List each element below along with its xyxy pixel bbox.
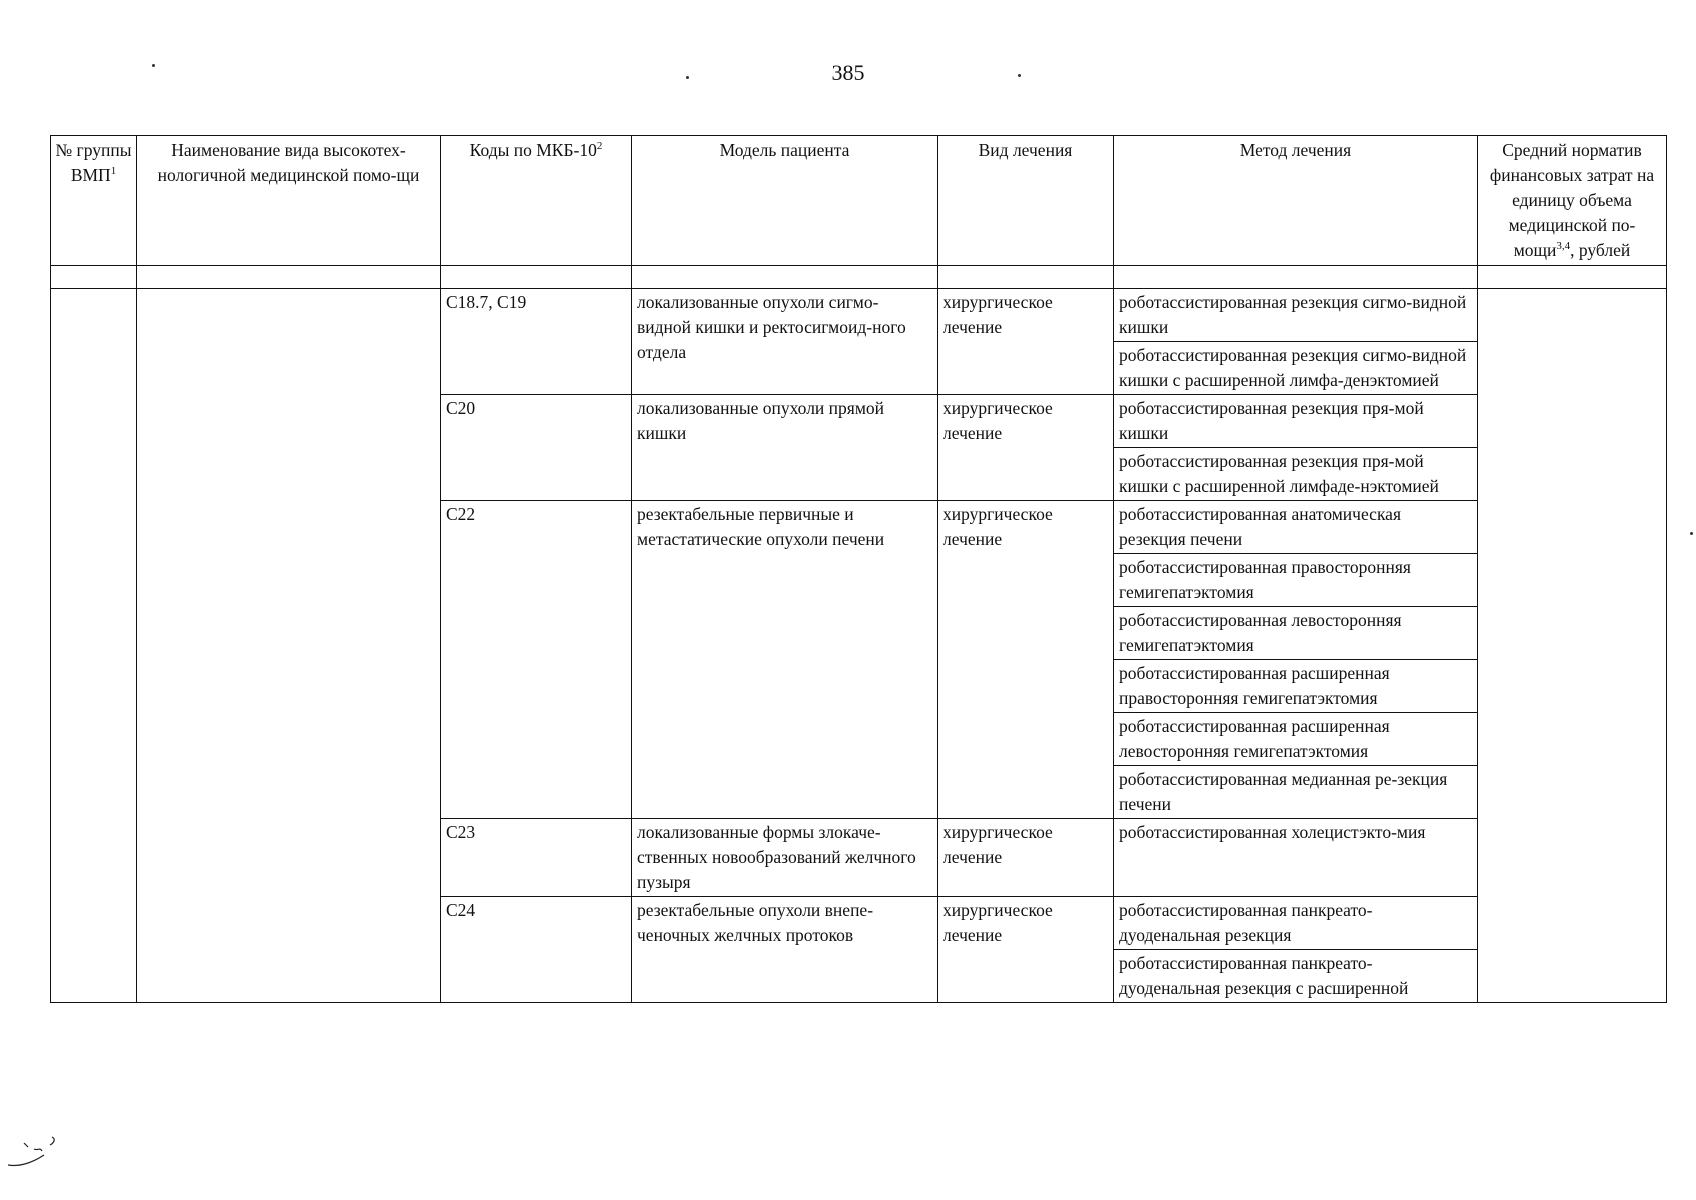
spacer-cell: [51, 266, 137, 289]
table-header-row: [51, 136, 1667, 266]
header-cost-standard-text: Средний норматив финансовых затрат на единицу объема медицинской по-мощи: [1489, 140, 1655, 260]
spacer-cell: [632, 266, 938, 289]
treatment-method-cell: роботассистированная резекция сигмо-видной кишки: [1114, 289, 1478, 342]
care-type-name-cell: [137, 289, 441, 1003]
treatment-method-cell: роботассистированная расширенная левосторонняя гемигепатэктомия: [1114, 713, 1478, 766]
footnote-1: 1: [110, 165, 117, 178]
patient-model-cell: локализованные опухоли сигмо-видной кишки и ректосигмоид-ного отдела: [632, 289, 938, 395]
icd-code-cell: C24: [441, 897, 632, 1003]
footnote-3-4: 3,4: [1556, 240, 1571, 253]
treatment-method-cell: роботассистированная правосторонняя гемигепатэктомия: [1114, 554, 1478, 607]
handwritten-mark: [4, 1125, 74, 1175]
treatment-method-cell: роботассистированная расширенная правосторонняя гемигепатэктомия: [1114, 660, 1478, 713]
treatment-method-cell: роботассистированная резекция сигмо-видной кишки с расширенной лимфа-денэктомией: [1114, 342, 1478, 395]
scan-speck: [1690, 532, 1693, 535]
treatment-method-cell: роботассистированная медианная ре-зекция печени: [1114, 766, 1478, 819]
patient-model-cell: локализованные опухоли прямой кишки: [632, 395, 938, 501]
header-spacer-row: [51, 266, 1667, 289]
icd-code-cell: C22: [441, 501, 632, 819]
group-number-cell: [51, 289, 137, 1003]
treatment-type-cell: хирургическое лечение: [938, 289, 1114, 395]
scan-speck: [686, 76, 689, 79]
treatment-method-cell: роботассистированная левосторонняя гемигепатэктомия: [1114, 607, 1478, 660]
spacer-cell: [441, 266, 632, 289]
header-cost-standard: [1478, 136, 1667, 266]
patient-model-cell: резектабельные первичные и метастатические опухоли печени: [632, 501, 938, 819]
header-icd-codes-text: Коды по МКБ-10: [469, 140, 597, 160]
icd-code-cell: C20: [441, 395, 632, 501]
treatment-type-cell: хирургическое лечение: [938, 819, 1114, 897]
treatment-method-cell: роботассистированная панкреато-дуоденальная резекция: [1114, 897, 1478, 950]
spacer-cell: [137, 266, 441, 289]
treatment-method-cell: роботассистированная резекция пря-мой кишки: [1114, 395, 1478, 448]
treatment-method-cell: роботассистированная резекция пря-мой кишки с расширенной лимфаде-нэктомией: [1114, 448, 1478, 501]
header-group-number: [51, 136, 137, 266]
header-icd-codes: [441, 136, 632, 266]
vmp-table: [50, 135, 1667, 1003]
footnote-2: 2: [596, 140, 603, 153]
header-treatment-method: Метод лечения: [1114, 136, 1478, 266]
header-group-number-text: № группы ВМП: [55, 140, 132, 185]
table-row: [51, 289, 1667, 342]
treatment-method-cell: роботассистированная анатомическая резекция печени: [1114, 501, 1478, 554]
treatment-method-cell: роботассистированная панкреато-дуоденальная резекция с расширенной: [1114, 950, 1478, 1003]
icd-code-cell: C23: [441, 819, 632, 897]
treatment-type-cell: хирургическое лечение: [938, 395, 1114, 501]
treatment-type-cell: хирургическое лечение: [938, 501, 1114, 819]
table-body: [51, 289, 1667, 1003]
header-care-type-name: Наименование вида высокотех-нологичной медицинской помо-щи: [137, 136, 441, 266]
patient-model-cell: локализованные формы злокаче-ственных новообразований желчного пузыря: [632, 819, 938, 897]
header-patient-model: Модель пациента: [632, 136, 938, 266]
scan-speck: [152, 64, 155, 67]
treatment-method-cell: роботассистированная холецистэкто-мия: [1114, 819, 1478, 897]
scan-speck: [1018, 74, 1021, 77]
spacer-cell: [1478, 266, 1667, 289]
icd-code-cell: C18.7, C19: [441, 289, 632, 395]
treatment-type-cell: хирургическое лечение: [938, 897, 1114, 1003]
patient-model-cell: резектабельные опухоли внепе-ченочных желчных протоков: [632, 897, 938, 1003]
page-number: 385: [831, 60, 865, 85]
header-treatment-type: Вид лечения: [938, 136, 1114, 266]
cost-standard-cell: [1478, 289, 1667, 1003]
spacer-cell: [1114, 266, 1478, 289]
header-cost-standard-tail: , рублей: [1570, 240, 1631, 260]
spacer-cell: [938, 266, 1114, 289]
